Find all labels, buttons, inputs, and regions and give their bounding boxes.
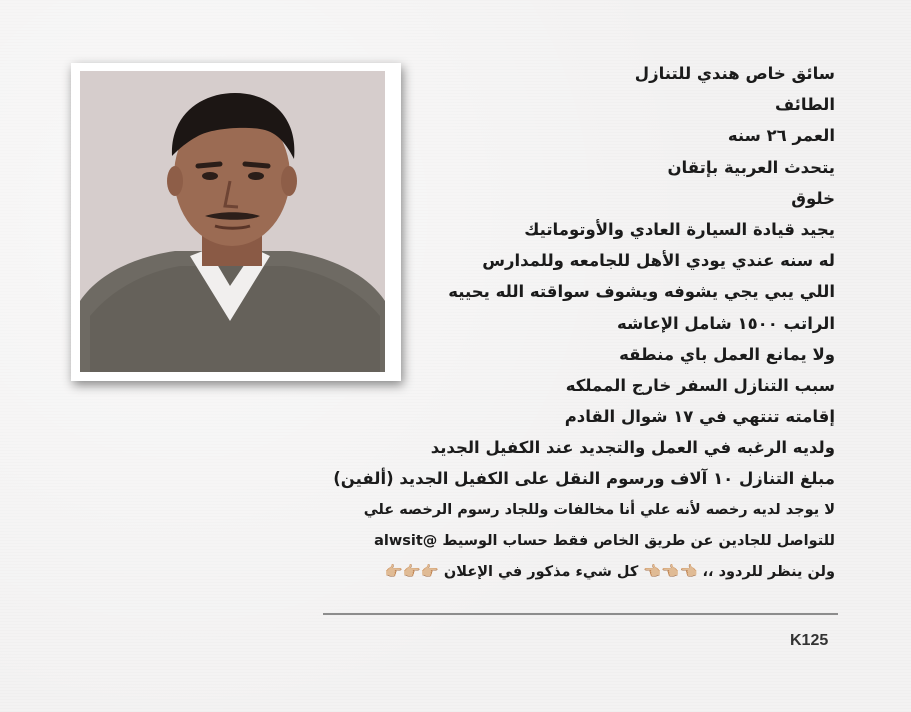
ad-line-fee: مبلغ التنازل ١٠ آلاف ورسوم النقل على الكفيل الجديد (ألفين) [333, 469, 835, 489]
ad-line-age: العمر ٢٦ سنه [727, 126, 835, 146]
ad-line-residency: إقامته تنتهي في ١٧ شوال القادم [564, 407, 835, 427]
ad-line-title: سائق خاص هندي للتنازل [634, 64, 835, 83]
ad-line-city: الطائف [775, 95, 835, 115]
ad-line-experience: له سنه عندي يودي الأهل للجامعه وللمدارس [482, 251, 835, 271]
ad-code: K125 [790, 632, 829, 649]
ad-line-reason: سبب التنازل السفر خارج المملكه [565, 375, 835, 395]
ad-line-renewal: ولديه الرغبه في العمل والتجديد عند الكفيل الجديد [430, 438, 835, 458]
ad-line-license: لا يوجد لديه رخصه لأنه علي أنا مخالفات وللجاد رسوم الرخصه علي [363, 501, 835, 518]
ad-line-visit: اللي يبي يجي يشوفه ويشوف سواقته الله يحييه [448, 282, 835, 302]
ad-line-salary: الراتب ١٥٠٠ شامل الإعاشه [617, 313, 835, 333]
ad-line-manners: خلوق [791, 188, 835, 208]
ad-line-no-replies: ولن ينظر للردود ،، 👈🏼👈🏼👈🏼 كل شيء مذكور في الإعلان 👉🏼👉🏼👉🏼 [384, 564, 835, 580]
ad-text-block [275, 58, 835, 588]
divider-line [323, 613, 838, 615]
ad-line-region: ولا يمانع العمل باي منطقه [619, 344, 835, 364]
ad-line-contact: للتواصل للجادين عن طريق الخاص فقط حساب الوسيط @alwsit [374, 532, 835, 549]
ad-line-driving: يجيد قيادة السيارة العادي والأوتوماتيك [524, 219, 835, 239]
ad-line-language: يتحدث العربية بإتقان [667, 157, 835, 177]
